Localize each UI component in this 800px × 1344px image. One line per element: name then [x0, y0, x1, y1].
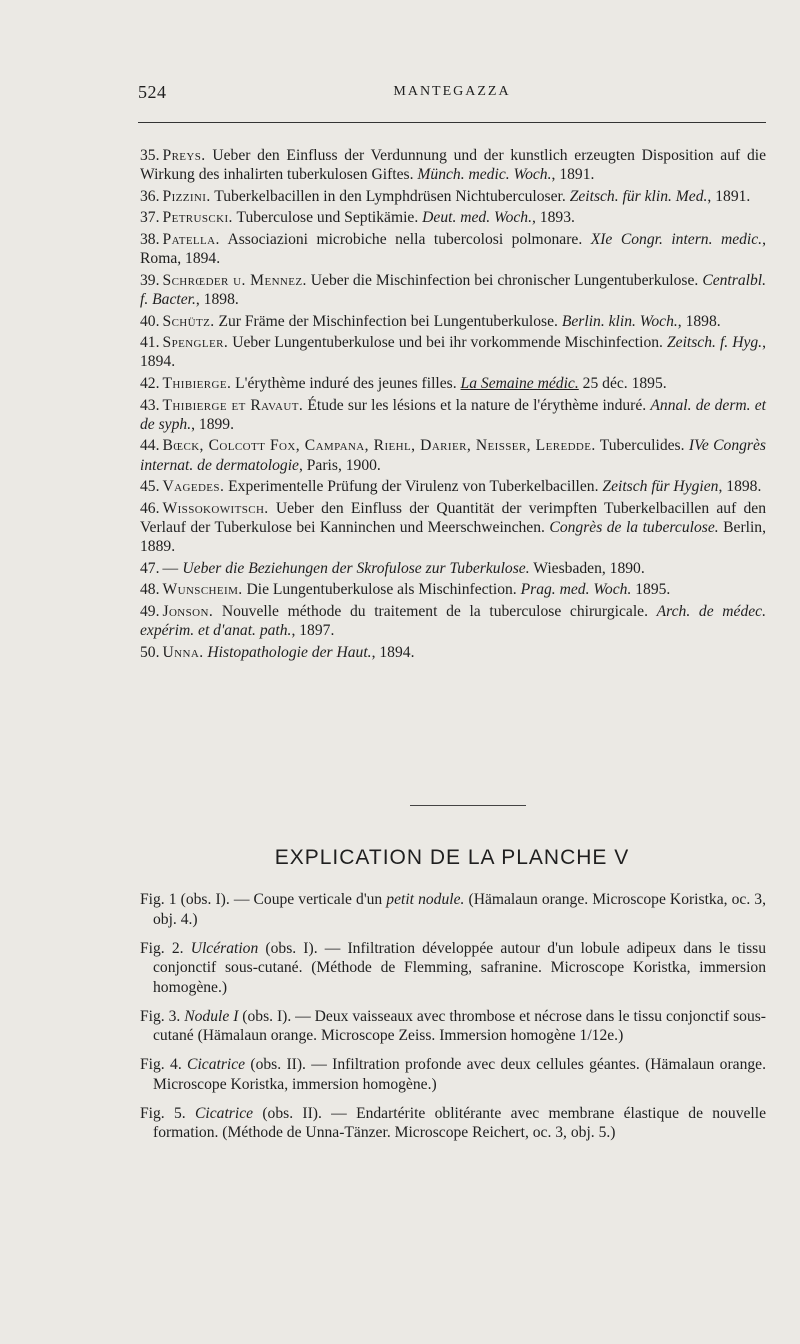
reference-journal: Münch. medic. Woch.: [417, 166, 552, 184]
section-separator-rule: [410, 805, 526, 806]
reference-title: Tuberculose und Septikämie.: [232, 209, 423, 227]
figure-description: (obs. II). — Endartérite oblitérante avec membrane élastique de nouvelle formation. (Méthode de Unna-Tänzer. Microscope Reichert, oc. 3, obj. 5.): [153, 1104, 767, 1141]
reference-item: [140, 271, 766, 309]
reference-author: Unna.: [162, 643, 204, 661]
reference-item: [140, 208, 766, 227]
header-rule: [138, 122, 766, 123]
reference-number: 44.: [140, 437, 160, 455]
reference-title: Die Lungentuberkulose als Mischinfection.: [242, 581, 521, 599]
reference-title: Nouvelle méthode du traitement de la tuberculose chirurgicale.: [213, 602, 657, 620]
reference-title: Ueber den Einfluss der Quantität der verimpften Tuberkelbacillen auf den Verlauf der Tuberkulose bei Kanninchen und Meerschweinchen.: [140, 499, 766, 536]
reference-journal: Deut. med. Woch.: [422, 209, 532, 227]
reference-number: 48.: [140, 581, 160, 599]
reference-details: 25 déc. 1895.: [578, 374, 667, 392]
figure-description: (Hämalaun orange. Microscope Koristka, oc. 3, obj. 4.): [153, 891, 766, 928]
reference-item: [140, 580, 766, 599]
reference-title: Étude sur les lésions et la nature de l'érythème induré.: [303, 396, 651, 414]
reference-author: Pizzini.: [162, 187, 211, 205]
reference-details: , 1898.: [195, 290, 239, 308]
figure-explanation: [140, 939, 766, 998]
reference-details: , Roma, 1894.: [140, 230, 766, 268]
reference-journal: Zeitsch. f. Hyg.: [666, 334, 763, 352]
reference-author: Patella.: [162, 230, 220, 248]
figure-description: (obs. II). — Infiltration profonde avec deux cellules géantes. (Hämalaun orange. Microscope Koristka, immersion homogène.): [153, 1056, 766, 1093]
reference-details: , 1897.: [291, 622, 335, 640]
figure-label: Fig. 4.: [140, 1056, 182, 1073]
reference-item: [140, 312, 766, 331]
reference-number: 36.: [140, 187, 160, 205]
figure-label: Fig. 1: [140, 891, 177, 908]
reference-journal: Congrès de la tuberculose.: [549, 518, 719, 536]
reference-item: [140, 187, 766, 206]
reference-author: Preys.: [162, 147, 206, 164]
reference-author: Thibierge et Ravaut.: [162, 396, 304, 414]
figure-label: Fig. 2.: [140, 939, 184, 957]
reference-author: Spengler.: [162, 334, 229, 352]
reference-details: , 1891.: [551, 166, 595, 184]
reference-author: Vagedes.: [162, 478, 225, 496]
reference-journal: IVe Congrès internat. de dermatologie: [140, 437, 766, 474]
reference-item: [140, 643, 766, 662]
reference-item: [140, 436, 766, 474]
reference-author: Wissokowitsch.: [162, 499, 269, 517]
reference-journal: Annal. de derm. et de syph.: [140, 396, 767, 433]
reference-number: 35.: [140, 147, 160, 164]
figure-explanation: [140, 1055, 766, 1094]
reference-title: Ueber den Einfluss der Verdunnung und der kunstlich erzeugten Disposition auf die Wirkung des inhalirten tuberkulosen Giftes.: [140, 147, 766, 184]
figure-subject: Cicatrice: [195, 1104, 254, 1122]
reference-item: [140, 499, 766, 557]
reference-journal: Arch. de médec. expérim. et d'anat. path.: [140, 602, 766, 640]
figure-subject: Cicatrice: [187, 1056, 246, 1073]
page-number: 524: [138, 82, 167, 102]
reference-item: [140, 230, 766, 268]
reference-item: [140, 374, 766, 393]
reference-number: 43.: [140, 396, 160, 414]
figure-text: (obs. I). — Coupe verticale d'un: [176, 891, 387, 908]
reference-author: Wunscheim.: [162, 581, 243, 599]
reference-number: 45.: [140, 478, 160, 496]
figure-description: (obs. I). — Deux vaisseaux avec thrombose et nécrose dans le tissu conjonctif sous-cutané (Hämalaun orange. Microscope Zeiss. Immersion homogène 1/12e.): [153, 1007, 766, 1044]
reference-journal: Zeitsch. für klin. Med.: [569, 187, 708, 205]
reference-details: , 1894.: [140, 334, 766, 371]
figure-explanation: [140, 1007, 766, 1046]
figure-subject: petit nodule.: [386, 891, 465, 908]
reference-journal: Prag. med. Woch.: [520, 581, 632, 599]
reference-author: Petruscki.: [162, 209, 233, 227]
reference-details: 1895.: [631, 581, 671, 599]
reference-number: 49.: [140, 602, 160, 620]
reference-details: , 1891.: [707, 187, 751, 205]
reference-number: 38.: [140, 230, 160, 248]
reference-item: [140, 559, 766, 578]
reference-author: Jonson.: [162, 602, 214, 620]
reference-title: Tuberculides.: [595, 437, 689, 455]
reference-journal: Ueber die Beziehungen der Skrofulose zur Tuberkulose.: [182, 559, 530, 577]
reference-details: , 1898.: [677, 312, 721, 330]
reference-title: Ueber die Mischinfection bei chronischer Lungentuberkulose.: [306, 271, 703, 289]
reference-item: [140, 146, 766, 184]
reference-author: Schrœder u. Mennez.: [162, 271, 307, 289]
reference-item: [140, 477, 766, 496]
reference-title: L'érythème induré des jeunes filles.: [231, 374, 461, 392]
figure-description: (obs. I). — Infiltration développée autour d'un lobule adipeux dans le tissu conjonctif sous-cutané. (Méthode de Flemming, safranine. Microscope Koristka, immersion homogène.): [153, 939, 767, 996]
reference-title: Tuberkelbacillen in den Lymphdrüsen Nichtuberculoser.: [210, 187, 570, 205]
figure-explanation: [140, 1104, 766, 1143]
reference-journal: Histopathologie der Haut.: [207, 643, 372, 661]
figure-text: [186, 1105, 195, 1122]
reference-details: , Paris, 1900.: [298, 456, 381, 474]
figure-subject: Ulcération: [190, 939, 259, 957]
reference-number: 42.: [140, 374, 160, 392]
figure-text: [184, 940, 191, 957]
reference-number: 41.: [140, 334, 160, 352]
reference-author: Bœck, Colcott Fox, Campana, Riehl, Darier, Neisser, Leredde.: [162, 437, 596, 455]
reference-item: [140, 333, 766, 371]
figure-subject: Nodule I: [184, 1007, 239, 1025]
reference-details: , 1894.: [371, 643, 415, 661]
reference-journal: Berlin. klin. Woch.: [561, 312, 678, 330]
reference-number: 40.: [140, 312, 160, 330]
reference-journal: Centralbl. f. Bacter.: [140, 271, 766, 308]
reference-title: Ueber Lungentuberkulose und bei ihr vorkommende Mischinfection.: [228, 334, 667, 352]
reference-title: Associazioni microbiche nella tubercolosi polmonare.: [219, 230, 591, 248]
reference-details: Berlin, 1889.: [140, 518, 766, 556]
reference-details: Wiesbaden, 1890.: [529, 559, 645, 577]
reference-details: , 1893.: [532, 209, 575, 227]
reference-item: [140, 396, 766, 434]
figure-label: Fig. 3.: [140, 1007, 181, 1025]
running-title: MANTEGAZZA: [393, 84, 511, 99]
figure-explanations: [140, 890, 766, 1152]
reference-journal: Zeitsch für Hygien: [602, 478, 719, 496]
reference-number: 39.: [140, 271, 160, 289]
reference-journal: La Semaine médic.: [460, 374, 579, 392]
reference-details: , 1899.: [191, 415, 234, 433]
reference-author: Schütz.: [162, 312, 215, 330]
reference-list: [140, 146, 766, 664]
section-title: EXPLICATION DE LA PLANCHE V: [274, 846, 630, 869]
reference-author: —: [162, 559, 179, 577]
reference-number: 50.: [140, 643, 160, 661]
figure-explanation: [140, 890, 766, 929]
reference-number: 47.: [140, 559, 160, 577]
reference-journal: XIe Congr. intern. medic.: [590, 230, 763, 248]
reference-author: Thibierge.: [162, 374, 232, 392]
reference-number: 37.: [140, 209, 160, 227]
reference-number: 46.: [140, 499, 160, 517]
figure-label: Fig. 5.: [140, 1104, 186, 1122]
running-head: [138, 82, 766, 104]
reference-title: Zur Främe der Mischinfection bei Lungentuberkulose.: [214, 312, 562, 330]
reference-item: [140, 602, 766, 640]
reference-title: Experimentelle Prüfung der Virulenz von Tuberkelbacillen.: [224, 478, 603, 496]
reference-details: , 1898.: [718, 478, 762, 496]
